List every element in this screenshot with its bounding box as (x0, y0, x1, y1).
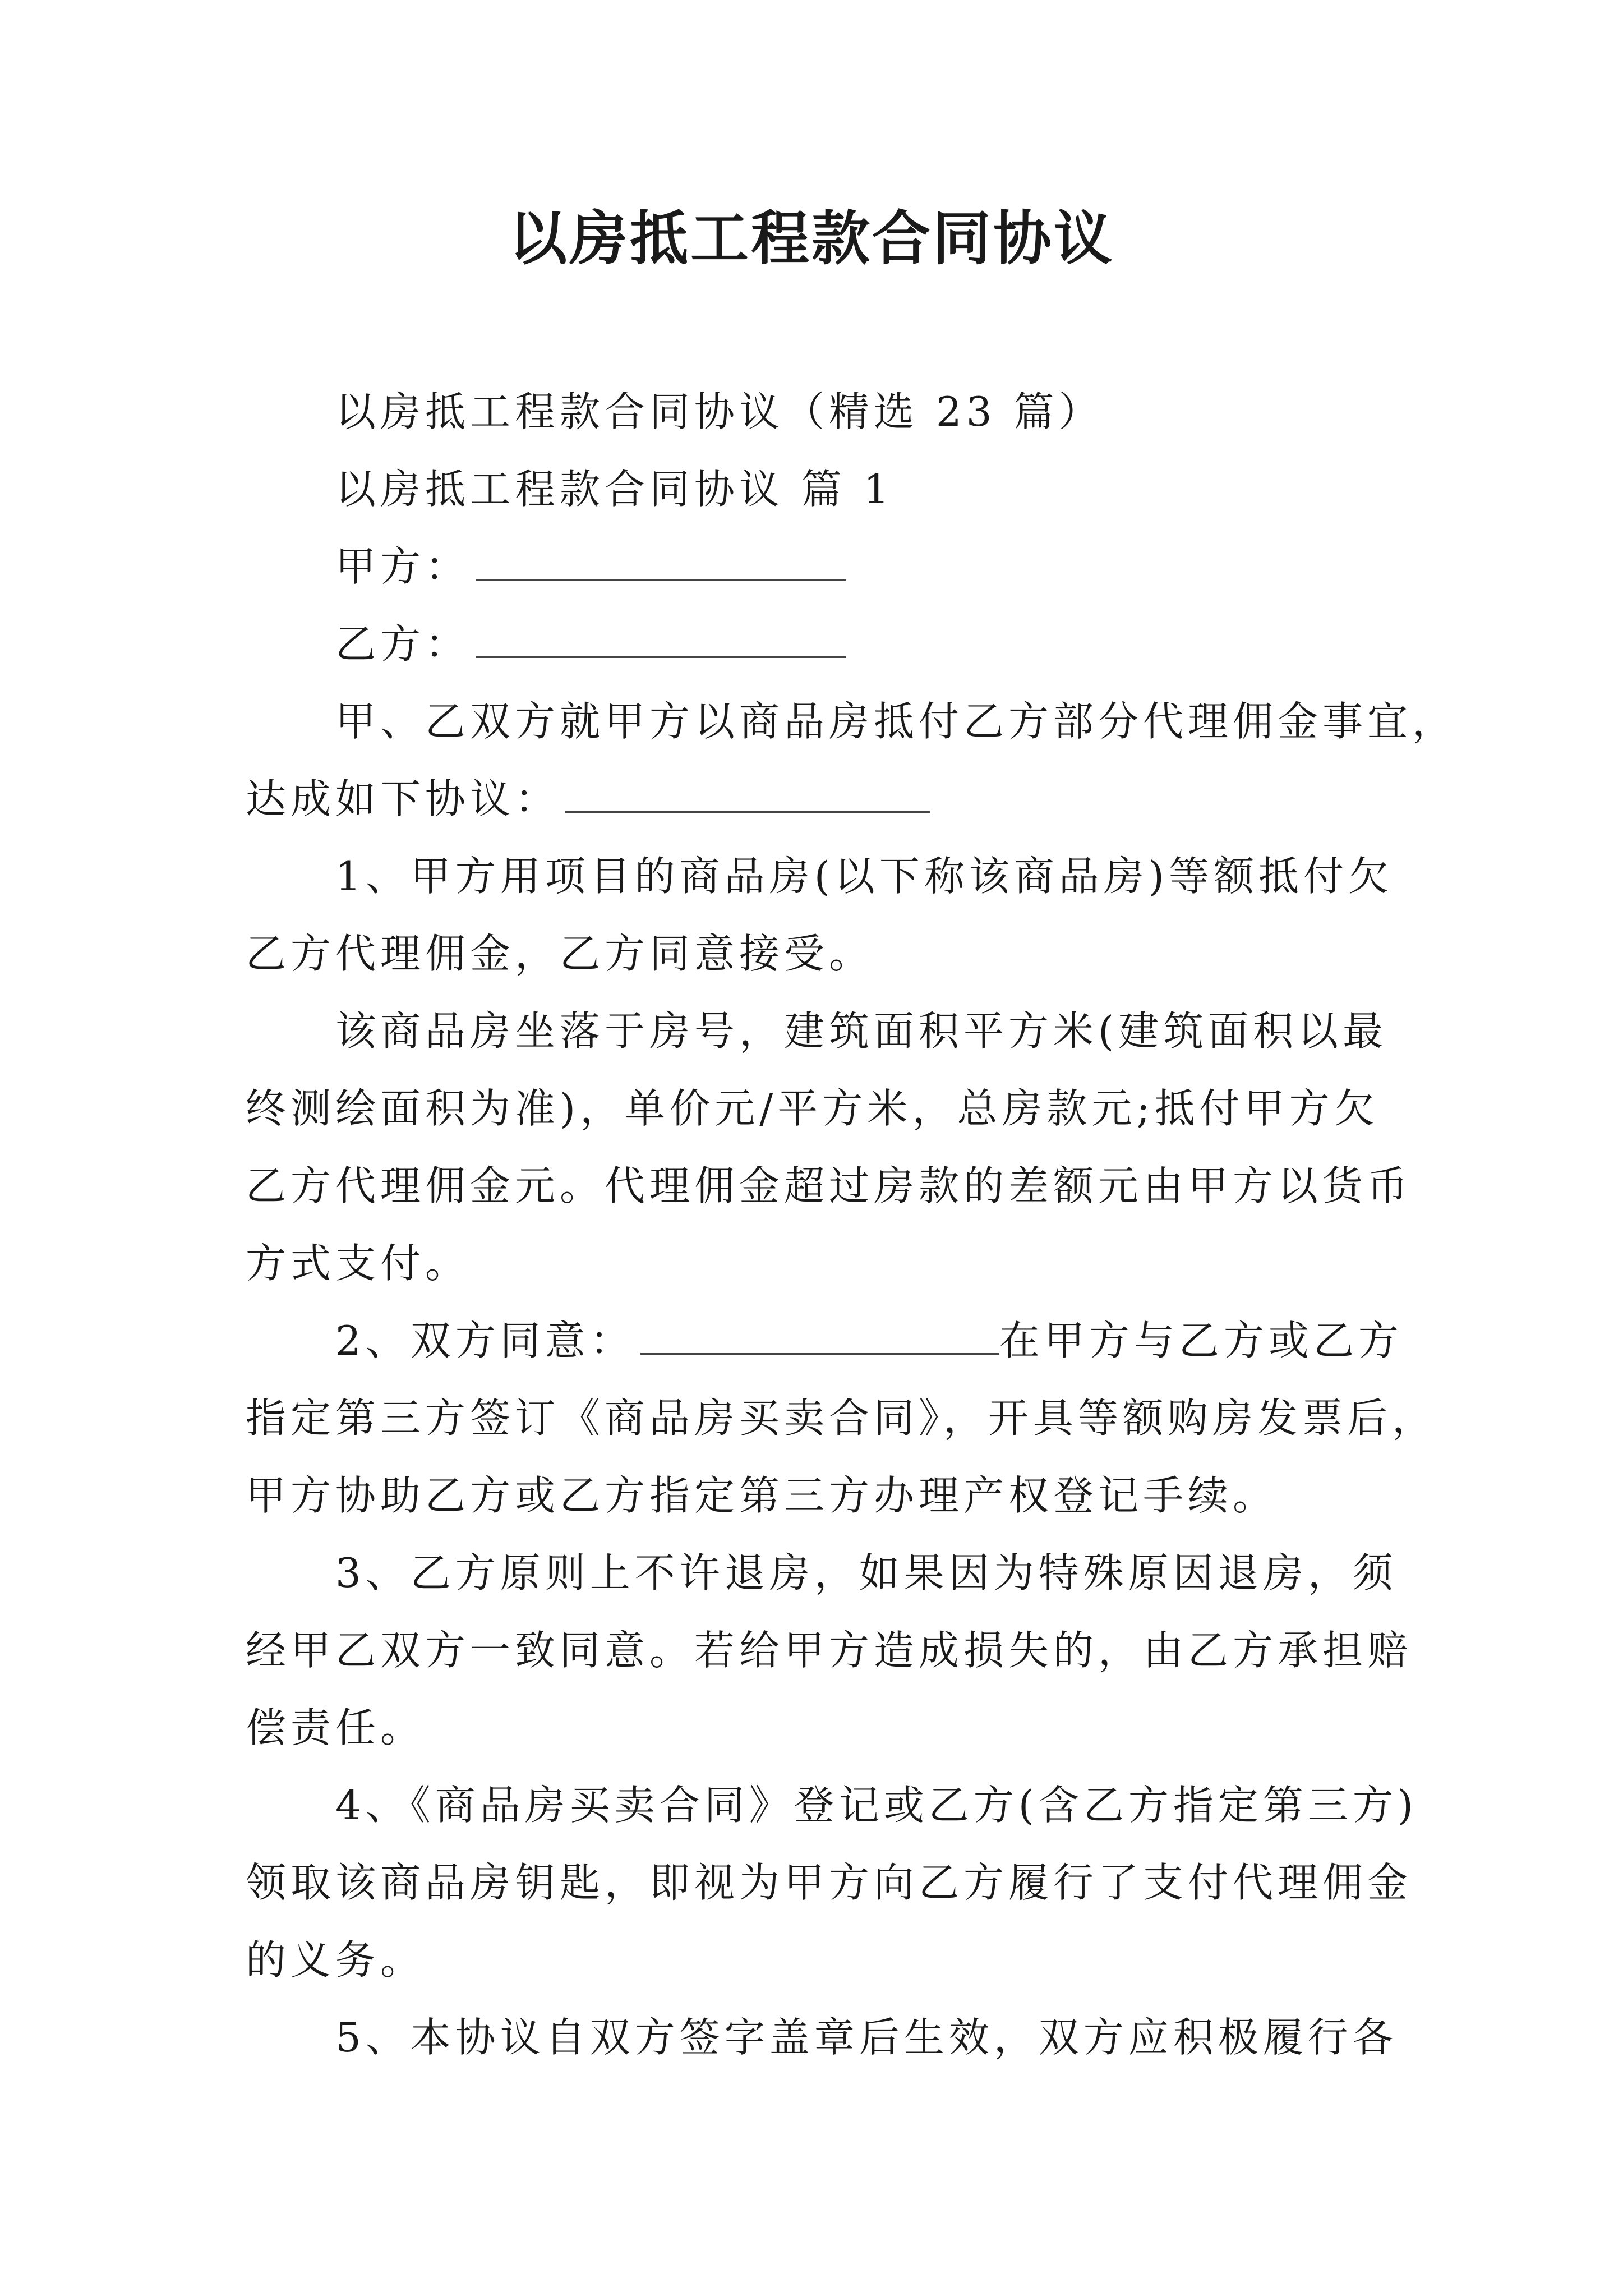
paragraph-line (335, 1778, 1418, 1832)
subtitle-text: 以房抵工程款合同协议（精选 23 篇） (335, 388, 1104, 435)
paragraph-line (246, 1159, 1412, 1213)
paragraph-text: 甲方协助乙方或乙方指定第三方办理产权登记手续。 (246, 1472, 1278, 1519)
paragraph-line (246, 1236, 470, 1290)
paragraph-text: 2、双方同意： (335, 1317, 635, 1364)
agreement-blank (565, 776, 930, 813)
party-b-line (335, 617, 846, 671)
paragraph-line (335, 2010, 1398, 2064)
paragraph-line (246, 1391, 1437, 1445)
paragraph-text: 指定第三方签订《商品房买卖合同》，开具等额购房发票后， (246, 1395, 1437, 1442)
paragraph-text: 4、《商品房买卖合同》登记或乙方(含乙方指定第三方) (335, 1782, 1418, 1829)
paragraph-line (335, 694, 1457, 748)
paragraph-text: 乙方代理佣金，乙方同意接受。 (246, 930, 874, 977)
subtitle-line (335, 385, 1103, 439)
party-a-line (335, 540, 846, 593)
paragraph-line (335, 849, 1393, 903)
paragraph-line (335, 1314, 1403, 1368)
paragraph-text: 的义务。 (246, 1936, 426, 1984)
paragraph-text: 3、乙方原则上不许退房，如果因为特殊原因退房，须 (335, 1549, 1398, 1596)
party-a-blank (476, 544, 846, 581)
paragraph-text: 达成如下协议： (246, 775, 560, 822)
party-b-blank (476, 622, 846, 658)
paragraph-text: 在甲方与乙方或乙方 (999, 1317, 1403, 1364)
paragraph-line (246, 1623, 1412, 1677)
paragraph-line (246, 1082, 1379, 1135)
section-heading (335, 462, 894, 516)
document-title: 以房抵工程款合同协议 (508, 204, 1114, 273)
paragraph-line (246, 1701, 425, 1755)
section-heading-text: 以房抵工程款合同协议 篇 1 (335, 466, 894, 513)
party-a-label: 甲方： (335, 543, 471, 590)
paragraph-text: 方式支付。 (246, 1240, 471, 1287)
paragraph-text: 1、甲方用项目的商品房(以下称该商品房)等额抵付欠 (335, 853, 1393, 900)
paragraph-line (335, 1004, 1387, 1058)
paragraph-text: 甲、乙双方就甲方以商品房抵付乙方部分代理佣金事宜， (335, 698, 1458, 745)
clause-2-blank (640, 1318, 999, 1355)
paragraph-line (335, 1546, 1398, 1600)
paragraph-text: 5、本协议自双方签字盖章后生效，双方应积极履行各 (335, 2014, 1398, 2061)
paragraph-text: 偿责任。 (246, 1704, 426, 1751)
paragraph-line (246, 927, 874, 981)
paragraph-text: 终测绘面积为准)，单价元/平方米，总房款元;抵付甲方欠 (246, 1085, 1379, 1132)
paragraph-line (246, 1469, 1278, 1522)
paragraph-text: 领取该商品房钥匙，即视为甲方向乙方履行了支付代理佣金 (246, 1859, 1413, 1906)
paragraph-text: 经甲乙双方一致同意。若给甲方造成损失的，由乙方承担赔 (246, 1627, 1413, 1674)
paragraph-line (246, 1933, 425, 1987)
party-b-label: 乙方： (335, 620, 471, 668)
paragraph-line (246, 1856, 1412, 1910)
paragraph-line (246, 772, 930, 826)
paragraph-text: 该商品房坐落于房号，建筑面积平方米(建筑面积以最 (335, 1007, 1388, 1055)
paragraph-text: 乙方代理佣金元。代理佣金超过房款的差额元由甲方以货币 (246, 1162, 1413, 1209)
